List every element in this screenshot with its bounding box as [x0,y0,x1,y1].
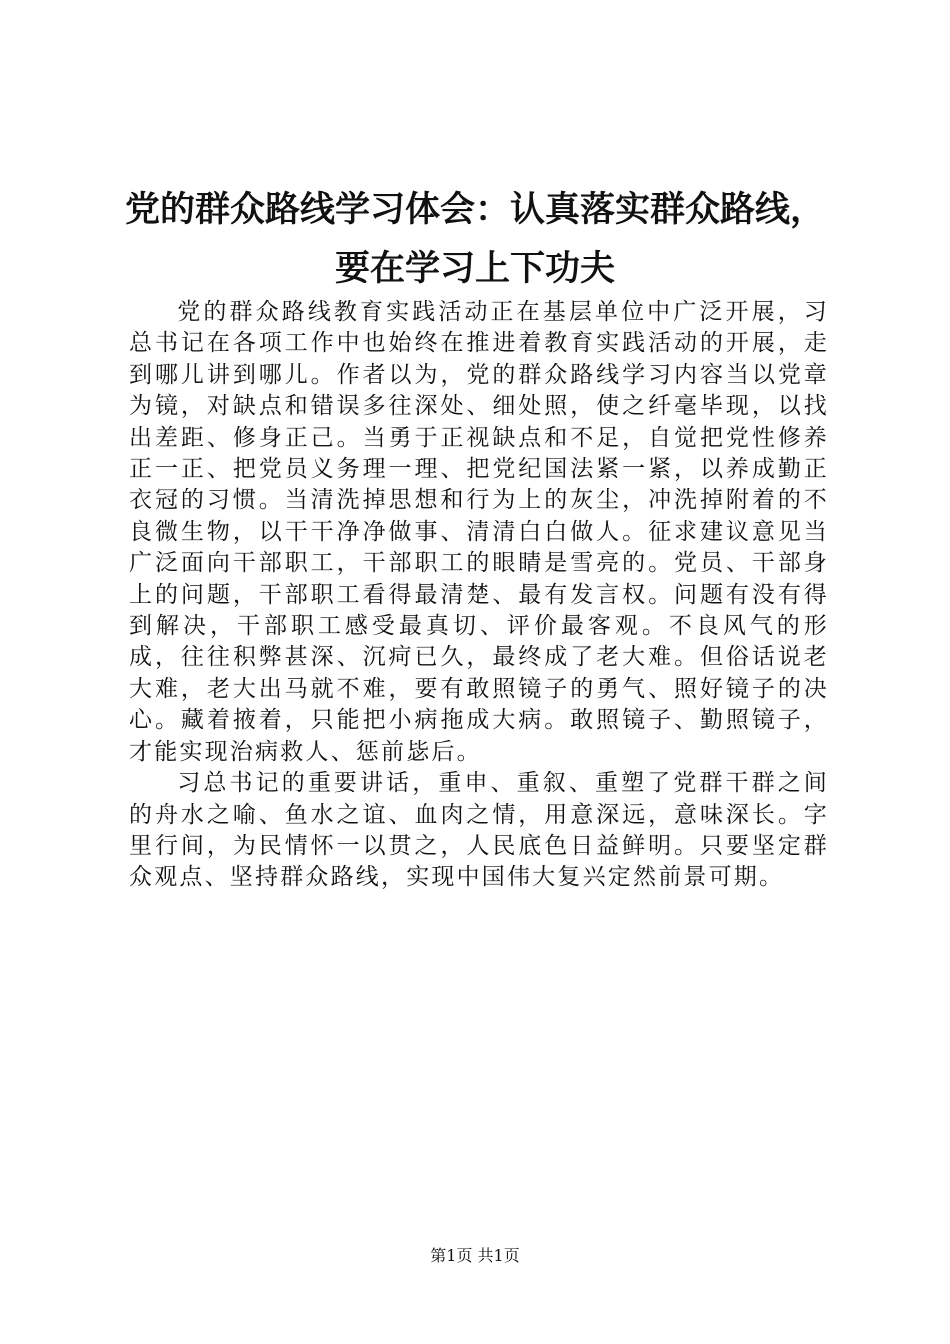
body-paragraph-2: 习总书记的重要讲话，重申、重叙、重塑了党群干群之间的舟水之喻、鱼水之谊、血肉之情，用意深远，意味深长。字里行间，为民情怀一以贯之，人民底色日益鲜明。只要坚定群众观点、坚持群众路线，实现中国伟大复兴定然前景可期。 [129,770,829,891]
document-body [129,297,829,894]
document-title-line-2: 要在学习上下功夫 [334,249,615,289]
body-paragraph-1: 党的群众路线教育实践活动正在基层单位中广泛开展，习总书记在各项工作中也始终在推进着教育实践活动的开展，走到哪儿讲到哪儿。作者以为，党的群众路线学习内容当以党章为镜，对缺点和错误多往深处、细处照，使之纤毫毕现，以找出差距、修身正己。当勇于正视缺点和不足，自觉把党性修养正一正、把党员义务理一理、把党纪国法紧一紧，以养成勤正衣冠的习惯。当清洗掉思想和行为上的灰尘，冲洗掉附着的不良微生物，以干干净净做事、清清白白做人。征求建议意见当广泛面向干部职工，干部职工的眼睛是雪亮的。党员、干部身上的问题，干部职工看得最清楚、最有发言权。问题有没有得到解决，干部职工感受最真切、评价最客观。不良风气的形成，往往积弊甚深、沉疴已久，最终成了老大难。但俗话说老大难，老大出马就不难，要有敢照镜子的勇气、照好镜子的决心。藏着掖着，只能把小病拖成大病。敢照镜子、勤照镜子，才能实现治病救人、惩前毖后。 [129,299,829,765]
document-title-line-1: 党的群众路线学习体会：认真落实群众路线， [124,190,825,230]
page-number-footer: 第1页 共1页 [430,1246,520,1265]
